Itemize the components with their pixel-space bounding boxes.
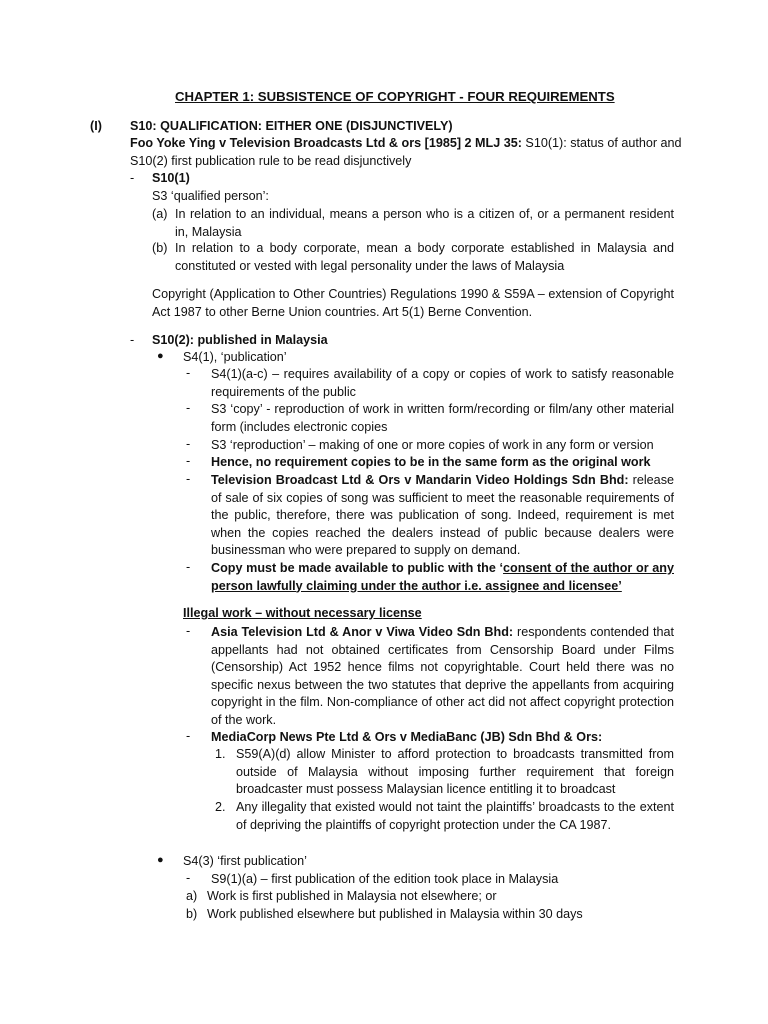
bullet-icon: ● bbox=[157, 854, 164, 866]
s10-2-heading: S10(2): published in Malaysia bbox=[152, 333, 328, 347]
dash-marker: - bbox=[186, 472, 191, 486]
dash-marker: - bbox=[130, 171, 135, 185]
s10-1-heading: S10(1) bbox=[152, 171, 190, 185]
mediacorp-point-1: S59(A)(d) allow Minister to afford protection to broadcasts transmitted from outside of Malaysia without imposing further requirement that foreign broadcaster must possess Malaysian licence entitling it to broadcast bbox=[236, 747, 674, 796]
case-summary: S10(1): status of author and bbox=[521, 136, 682, 150]
list-item: S3 ‘reproduction’ – making of one or more copies of work in any form or version bbox=[211, 438, 654, 452]
dash-marker: - bbox=[186, 729, 191, 743]
dash-marker: - bbox=[186, 624, 191, 638]
copy-consent-item bbox=[211, 560, 674, 595]
case-asia-television bbox=[211, 624, 674, 729]
case-summary: release of sale of six copies of song was sufficient to meet the reasonable requirements of the public, therefore, there was publication of song. Indeed, requirement is met when the copies reached the dealers instead of public because dealers were businessman who were prepared to supply on demand. bbox=[211, 473, 674, 557]
list-item: Hence, no requirement copies to be in the same form as the original work bbox=[211, 455, 651, 469]
dash-marker: - bbox=[186, 437, 191, 451]
item-b-marker: (b) bbox=[152, 241, 168, 255]
first-pub-b: Work published elsewhere but published in Malaysia within 30 days bbox=[207, 907, 583, 921]
s9-1-a: S9(1)(a) – first publication of the edition took place in Malaysia bbox=[211, 872, 559, 886]
chapter-title: CHAPTER 1: SUBSISTENCE OF COPYRIGHT - FOUR REQUIREMENTS bbox=[175, 89, 615, 104]
item-a-marker: a) bbox=[186, 889, 198, 903]
item-a-marker: (a) bbox=[152, 207, 168, 221]
numbered-marker: 1. bbox=[215, 747, 226, 761]
section-marker: (I) bbox=[90, 119, 102, 133]
dash-marker: - bbox=[130, 333, 135, 347]
copyright-regulations-para: Copyright (Application to Other Countries) Regulations 1990 & S59A – extension of Copyright Act 1987 to other Berne Union countries. Art 5(1) Berne Convention. bbox=[152, 287, 674, 319]
mediacorp-point-2: Any illegality that existed would not taint the plaintiffs’ broadcasts to the extent of depriving the plaintiffs of copyright protection under the CA 1987. bbox=[236, 800, 674, 832]
case-line-2: S10(2) first publication rule to be read disjunctively bbox=[130, 154, 412, 168]
dash-marker: - bbox=[186, 454, 191, 468]
s3-qualified-person: S3 ‘qualified person’: bbox=[152, 189, 269, 203]
dash-marker: - bbox=[186, 871, 191, 885]
item-b-marker: b) bbox=[186, 907, 198, 921]
item-b-text: In relation to a body corporate, mean a body corporate established in Malaysia and constituted or vested with legal personality under the laws of Malaysia bbox=[175, 241, 674, 273]
numbered-marker: 2. bbox=[215, 800, 226, 814]
first-pub-a: Work is first published in Malaysia not elsewhere; or bbox=[207, 889, 497, 903]
copy-consent-underlined: consent of the author or any person lawfully claiming under the author i.e. assignee and licensee’ bbox=[211, 561, 674, 593]
list-item: S4(1)(a-c) – requires availability of a copy or copies of work to satisfy reasonable requirements of the public bbox=[211, 367, 674, 399]
item-a-text: In relation to an individual, means a person who is a citizen of, or a permanent resident in, Malaysia bbox=[175, 207, 674, 239]
illegal-work-heading: Illegal work – without necessary license bbox=[183, 606, 422, 620]
case-tvb-mandarin bbox=[211, 472, 674, 560]
dash-marker: - bbox=[186, 560, 191, 574]
case-name: Asia Television Ltd & Anor v Viwa Video Sdn Bhd: bbox=[211, 625, 514, 639]
case-mediacorp: MediaCorp News Pte Ltd & Ors v MediaBanc (JB) Sdn Bhd & Ors: bbox=[211, 730, 603, 744]
list-item: S3 ‘copy’ - reproduction of work in written form/recording or film/any other material form (includes electronic copies bbox=[211, 402, 674, 434]
case-foo-yoke-ying bbox=[130, 135, 682, 152]
section-heading: S10: QUALIFICATION: EITHER ONE (DISJUNCTIVELY) bbox=[130, 119, 453, 133]
bullet-icon: ● bbox=[157, 350, 164, 362]
case-name: Foo Yoke Ying v Television Broadcasts Ltd & ors [1985] 2 MLJ 35: bbox=[130, 136, 522, 150]
copy-consent-lead: Copy must be made available to public with the ‘ bbox=[211, 561, 504, 575]
s4-3-first-publication: S4(3) ‘first publication’ bbox=[183, 854, 307, 868]
case-summary: respondents contended that appellants had not obtained certificates from Censorship Board under Films (Censorship) Act 1952 hence films not copyrightable. Court held there was no specific nexus between the two statutes that deprive the appellants from acquiring copyright in the film. Non-compliance of other act did not affect copyright protection of the work. bbox=[211, 625, 674, 727]
case-name: Television Broadcast Ltd & Ors v Mandarin Video Holdings Sdn Bhd: bbox=[211, 473, 629, 487]
s4-1-publication: S4(1), ‘publication’ bbox=[183, 350, 287, 364]
dash-marker: - bbox=[186, 401, 191, 415]
dash-marker: - bbox=[186, 366, 191, 380]
